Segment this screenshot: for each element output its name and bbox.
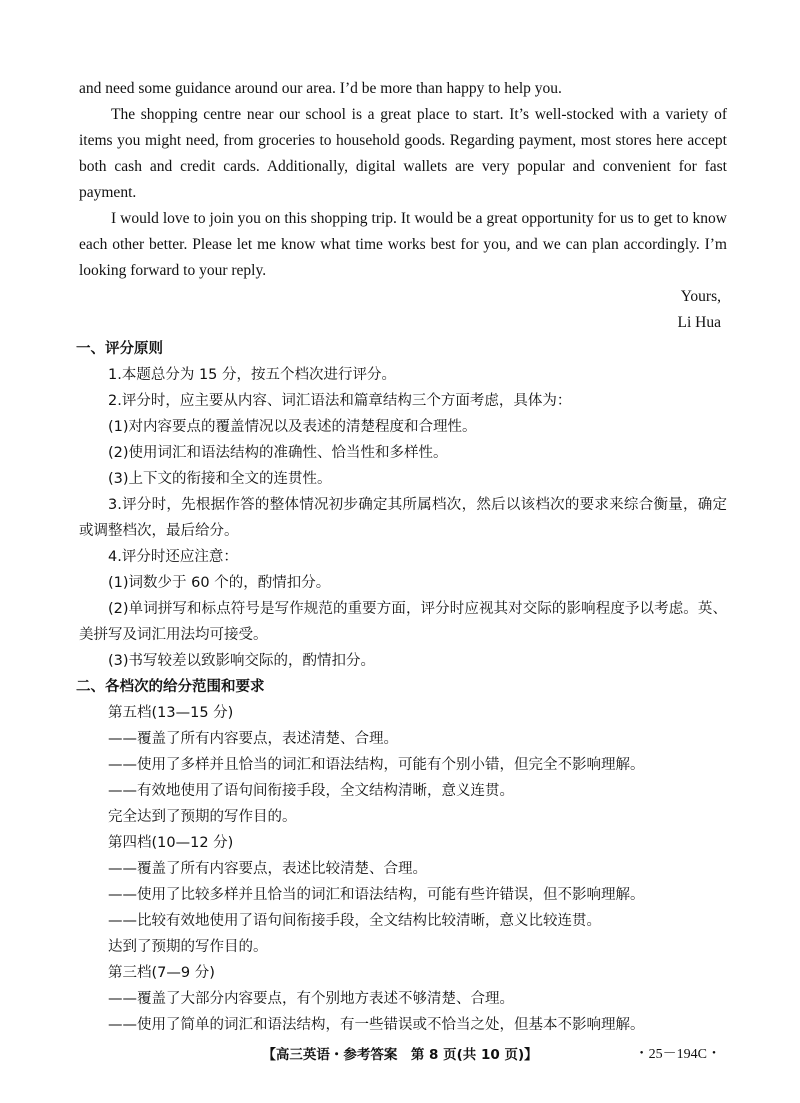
- level-5-criterion-c: ——有效地使用了语句间衔接手段，全文结构清晰，意义连贯。: [108, 783, 514, 799]
- letter-paragraph-2: I would love to join you on this shopping trip. It would be a great opportunity for us to get to know each other better. Please let me know what time works best for you, and we can plan accordingly. I’m looking forward to your reply.: [79, 210, 727, 279]
- level-3-title: 第三档(7—9 分): [108, 965, 215, 981]
- letter-signature: Li Hua: [677, 314, 721, 331]
- level-4-title: 第四档(10—12 分): [108, 835, 234, 851]
- footer-exam-code: ・25－194C・: [634, 1047, 721, 1062]
- principle-item-2c: (3)上下文的衔接和全文的连贯性。: [108, 471, 332, 487]
- principle-item-2b: (2)使用词汇和语法结构的准确性、恰当性和多样性。: [108, 445, 448, 461]
- principle-item-4a: (1)词数少于 60 个的，酌情扣分。: [108, 575, 331, 591]
- principle-item-2: 2.评分时，应主要从内容、词汇语法和篇章结构三个方面考虑，具体为：: [108, 393, 572, 409]
- section-heading-principles: 一、评分原则: [76, 341, 163, 357]
- section-heading-levels: 二、各档次的给分范围和要求: [76, 679, 265, 695]
- level-5-criterion-a: ——覆盖了所有内容要点，表述清楚、合理。: [108, 731, 398, 747]
- principle-item-4: 4.评分时还应注意：: [108, 549, 238, 565]
- level-4-criterion-b: ——使用了比较多样并且恰当的词汇和语法结构，可能有些许错误，但不影响理解。: [108, 887, 645, 903]
- level-3-criterion-a: ——覆盖了大部分内容要点，有个别地方表述不够清楚、合理。: [108, 991, 514, 1007]
- principle-item-4b: (2)单词拼写和标点符号是写作规范的重要方面，评分时应视其对交际的影响程度予以考虑。英、美拼写及词汇用法均可接受。: [79, 601, 727, 643]
- letter-paragraph-0: and need some guidance around our area. I’d be more than happy to help you.: [79, 80, 562, 97]
- level-5-title: 第五档(13—15 分): [108, 705, 234, 721]
- letter-paragraph-1: The shopping centre near our school is a great place to start. It’s well-stocked with a variety of items you might need, from groceries to household goods. Regarding payment, most stores here accept both cash and credit cards. Additionally, digital wallets are very popular and convenient for fast payment.: [79, 106, 727, 201]
- principle-item-2a: (1)对内容要点的覆盖情况以及表述的清楚程度和合理性。: [108, 419, 477, 435]
- page-footer: [0, 1043, 800, 1065]
- level-3-criterion-b: ——使用了简单的词汇和语法结构，有一些错误或不恰当之处，但基本不影响理解。: [108, 1017, 645, 1033]
- grading-principles: [76, 336, 727, 1038]
- sample-letter: [79, 76, 727, 284]
- footer-page-info: 【高三英语・参考答案 第 8 页(共 10 页)】: [262, 1047, 538, 1063]
- level-4-criterion-c: ——比较有效地使用了语句间衔接手段，全文结构比较清晰，意义比较连贯。: [108, 913, 601, 929]
- principle-item-3: 3.评分时，先根据作答的整体情况初步确定其所属档次，然后以该档次的要求来综合衡量，确定或调整档次，最后给分。: [79, 497, 727, 539]
- principle-item-1: 1.本题总分为 15 分，按五个档次进行评分。: [108, 367, 397, 383]
- level-4-summary: 达到了预期的写作目的。: [108, 939, 268, 955]
- level-4-criterion-a: ——覆盖了所有内容要点，表述比较清楚、合理。: [108, 861, 427, 877]
- level-5-summary: 完全达到了预期的写作目的。: [108, 809, 297, 825]
- level-5-criterion-b: ——使用了多样并且恰当的词汇和语法结构，可能有个别小错，但完全不影响理解。: [108, 757, 645, 773]
- principle-item-4c: (3)书写较差以致影响交际的，酌情扣分。: [108, 653, 376, 669]
- letter-closing: Yours,: [680, 288, 721, 305]
